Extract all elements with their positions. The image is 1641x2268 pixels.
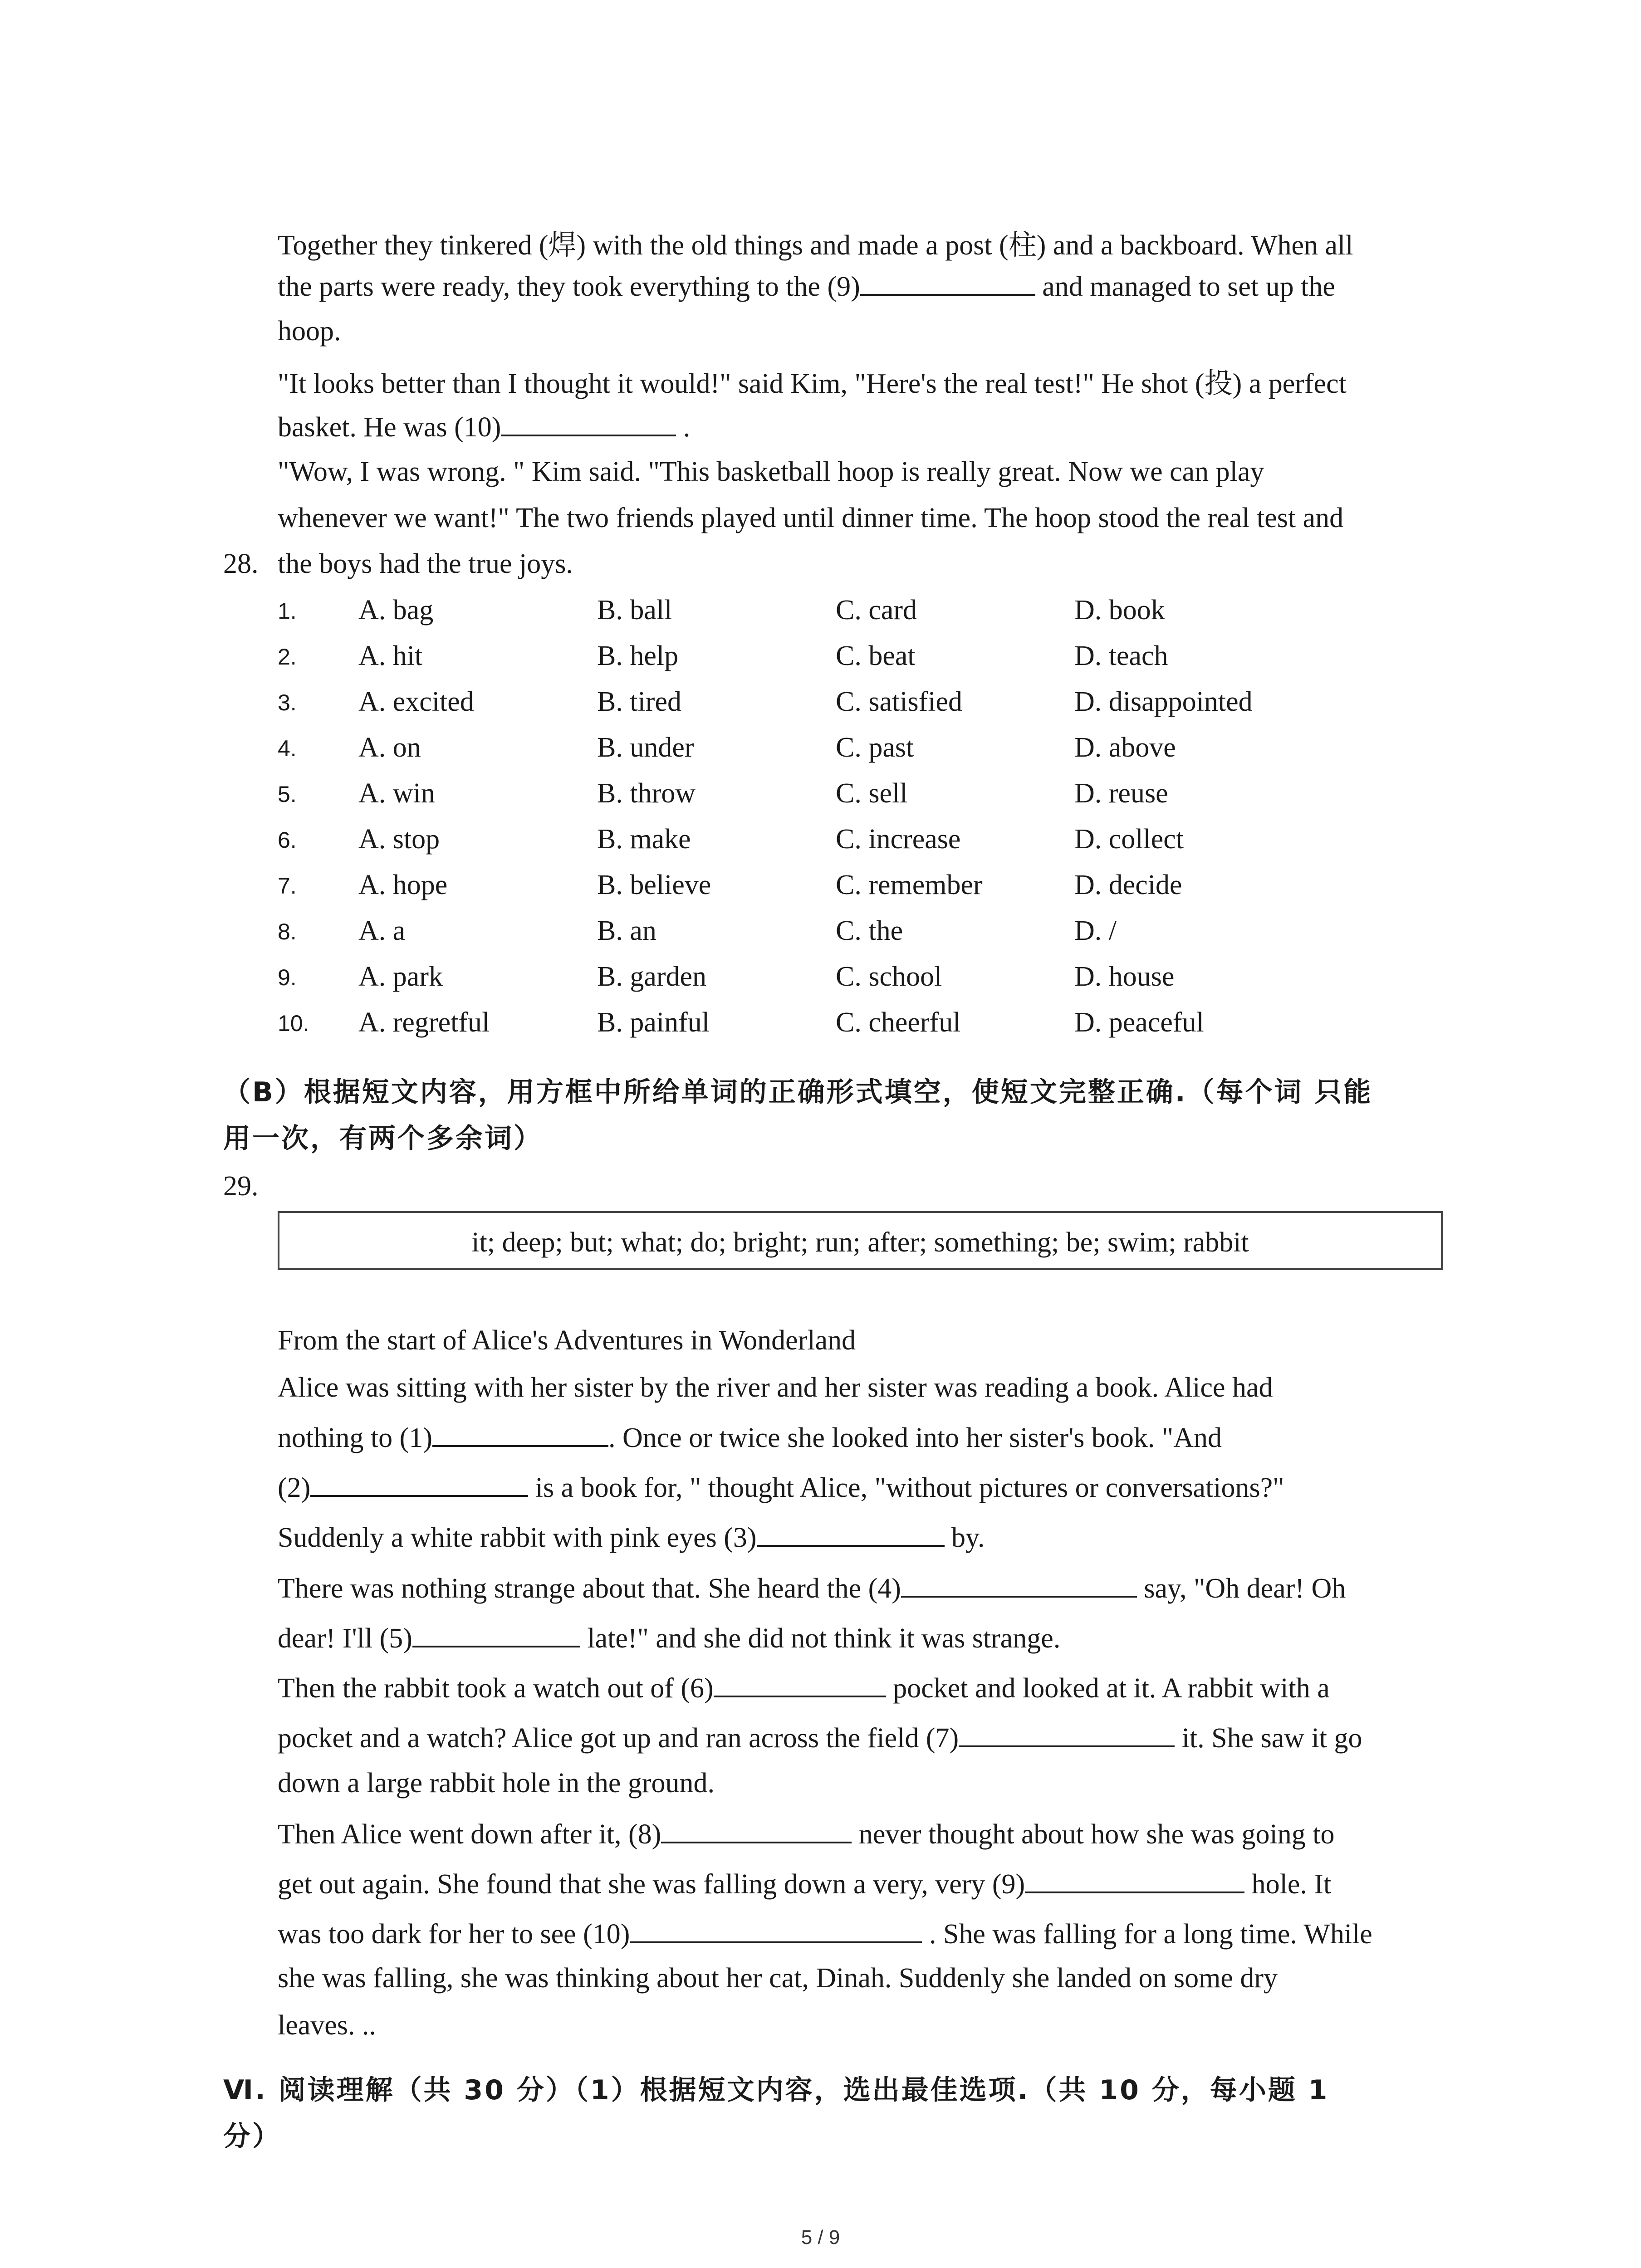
passage-line: whenever we want!" The two friends played until dinner time. The hoop stood the real test and — [278, 503, 1344, 533]
option-b[interactable]: B. make — [597, 824, 691, 855]
option-b[interactable]: B. throw — [597, 778, 696, 809]
option-number: 6. — [278, 827, 297, 853]
passage-line: Suddenly a white rabbit with pink eyes (3) by. — [278, 1522, 985, 1553]
section-heading: 用一次，有两个多余词） — [223, 1123, 543, 1154]
passage-line: she was falling, she was thinking about her cat, Dinah. Suddenly she landed on some dry — [278, 1963, 1278, 1994]
option-number: 9. — [278, 965, 297, 990]
option-number: 10. — [278, 1011, 309, 1036]
answer-blank[interactable] — [630, 1918, 922, 1943]
passage-line: Then Alice went down after it, (8) never thought about how she was going to — [278, 1819, 1335, 1850]
option-c[interactable]: C. increase — [836, 824, 961, 855]
section-heading: （B）根据短文内容，用方框中所给单词的正确形式填空，使短文完整正确.（每个词 只能 — [223, 1076, 1373, 1108]
option-d[interactable]: D. decide — [1074, 870, 1182, 900]
question-number: 29. — [223, 1171, 259, 1202]
option-b[interactable]: B. an — [597, 915, 656, 946]
option-c[interactable]: C. past — [836, 732, 914, 763]
option-a[interactable]: A. excited — [358, 686, 474, 717]
option-number: 5. — [278, 782, 297, 807]
option-b[interactable]: B. believe — [597, 870, 711, 900]
option-d[interactable]: D. teach — [1074, 640, 1168, 671]
option-a[interactable]: A. regretful — [358, 1007, 490, 1038]
option-a[interactable]: A. on — [358, 732, 421, 763]
answer-blank[interactable] — [959, 1722, 1175, 1747]
answer-blank[interactable] — [714, 1672, 886, 1697]
page-number: 5 / 9 — [801, 2226, 840, 2248]
option-number: 7. — [278, 873, 297, 899]
passage-line: leaves. .. — [278, 2010, 376, 2041]
option-a[interactable]: A. a — [358, 915, 406, 946]
option-a[interactable]: A. win — [358, 778, 435, 809]
question-number: 28. — [223, 548, 259, 579]
passage-line: There was nothing strange about that. She heard the (4) say, "Oh dear! Oh — [278, 1573, 1346, 1604]
section-heading: Ⅵ. 阅读理解（共 30 分）（1）根据短文内容，选出最佳选项.（共 10 分，每小题 1 — [223, 2074, 1329, 2106]
option-d[interactable]: D. peaceful — [1074, 1007, 1204, 1038]
passage-line: down a large rabbit hole in the ground. — [278, 1768, 715, 1799]
passage-line: "It looks better than I thought it would!" said Kim, "Here's the real test!" He shot (投) a perfect — [278, 368, 1347, 399]
option-b[interactable]: B. under — [597, 732, 694, 763]
option-b[interactable]: B. garden — [597, 961, 707, 992]
answer-blank[interactable] — [501, 411, 676, 436]
word-box-text: it; deep; but; what; do; bright; run; after; something; be; swim; rabbit — [471, 1227, 1249, 1258]
answer-blank[interactable] — [432, 1422, 608, 1447]
answer-blank[interactable] — [661, 1818, 852, 1843]
answer-blank[interactable] — [860, 270, 1035, 296]
option-number: 1. — [278, 598, 297, 624]
option-number: 8. — [278, 919, 297, 944]
passage-line: get out again. She found that she was falling down a very, very (9) hole. It — [278, 1869, 1332, 1900]
option-c[interactable]: C. satisfied — [836, 686, 962, 717]
option-c[interactable]: C. beat — [836, 640, 916, 671]
passage-line: pocket and a watch? Alice got up and ran across the field (7) it. She saw it go — [278, 1723, 1362, 1754]
answer-blank[interactable] — [1025, 1868, 1244, 1893]
option-d[interactable]: D. disappointed — [1074, 686, 1253, 717]
option-c[interactable]: C. sell — [836, 778, 908, 809]
option-b[interactable]: B. painful — [597, 1007, 710, 1038]
passage-line: "Wow, I was wrong. " Kim said. "This basketball hoop is really great. Now we can play — [278, 456, 1264, 487]
option-a[interactable]: A. bag — [358, 595, 434, 626]
option-a[interactable]: A. hope — [358, 870, 448, 900]
word-box — [278, 1211, 1443, 1270]
option-c[interactable]: C. remember — [836, 870, 983, 900]
option-c[interactable]: C. the — [836, 915, 903, 946]
option-b[interactable]: B. ball — [597, 595, 672, 626]
option-d[interactable]: D. book — [1074, 595, 1165, 626]
option-a[interactable]: A. park — [358, 961, 443, 992]
option-d[interactable]: D. collect — [1074, 824, 1184, 855]
option-d[interactable]: D. reuse — [1074, 778, 1168, 809]
option-a[interactable]: A. stop — [358, 824, 440, 855]
option-number: 3. — [278, 690, 297, 715]
answer-blank[interactable] — [412, 1622, 580, 1647]
option-c[interactable]: C. cheerful — [836, 1007, 961, 1038]
answer-blank[interactable] — [757, 1521, 945, 1547]
passage-line: the boys had the true joys. — [278, 548, 573, 579]
option-d[interactable]: D. house — [1074, 961, 1175, 992]
option-b[interactable]: B. tired — [597, 686, 681, 717]
passage-line: the parts were ready, they took everything to the (9) and managed to set up the — [278, 271, 1335, 302]
passage-line: dear! I'll (5) late!" and she did not think it was strange. — [278, 1623, 1061, 1654]
option-c[interactable]: C. card — [836, 595, 917, 626]
passage-line: Together they tinkered (焊) with the old things and made a post (柱) and a backboard. When all — [278, 230, 1353, 261]
answer-blank[interactable] — [310, 1471, 528, 1497]
section-heading: 分） — [223, 2121, 281, 2152]
option-c[interactable]: C. school — [836, 961, 942, 992]
option-a[interactable]: A. hit — [358, 640, 423, 671]
option-b[interactable]: B. help — [597, 640, 679, 671]
passage-line: Then the rabbit took a watch out of (6) pocket and looked at it. A rabbit with a — [278, 1673, 1330, 1704]
option-d[interactable]: D. above — [1074, 732, 1176, 763]
passage-title: From the start of Alice's Adventures in Wonderland — [278, 1325, 856, 1356]
answer-blank[interactable] — [901, 1572, 1137, 1598]
passage-line: basket. He was (10) . — [278, 412, 691, 443]
passage-line: hoop. — [278, 316, 341, 347]
passage-line: nothing to (1) . Once or twice she looked into her sister's book. "And — [278, 1422, 1222, 1453]
passage-line: was too dark for her to see (10) . She was falling for a long time. While — [278, 1919, 1372, 1950]
option-number: 2. — [278, 644, 297, 670]
passage-line: (2) is a book for, " thought Alice, "without pictures or conversations?" — [278, 1472, 1284, 1503]
passage-line: Alice was sitting with her sister by the river and her sister was reading a book. Alice had — [278, 1372, 1273, 1403]
option-number: 4. — [278, 736, 297, 761]
option-d[interactable]: D. / — [1074, 915, 1117, 946]
